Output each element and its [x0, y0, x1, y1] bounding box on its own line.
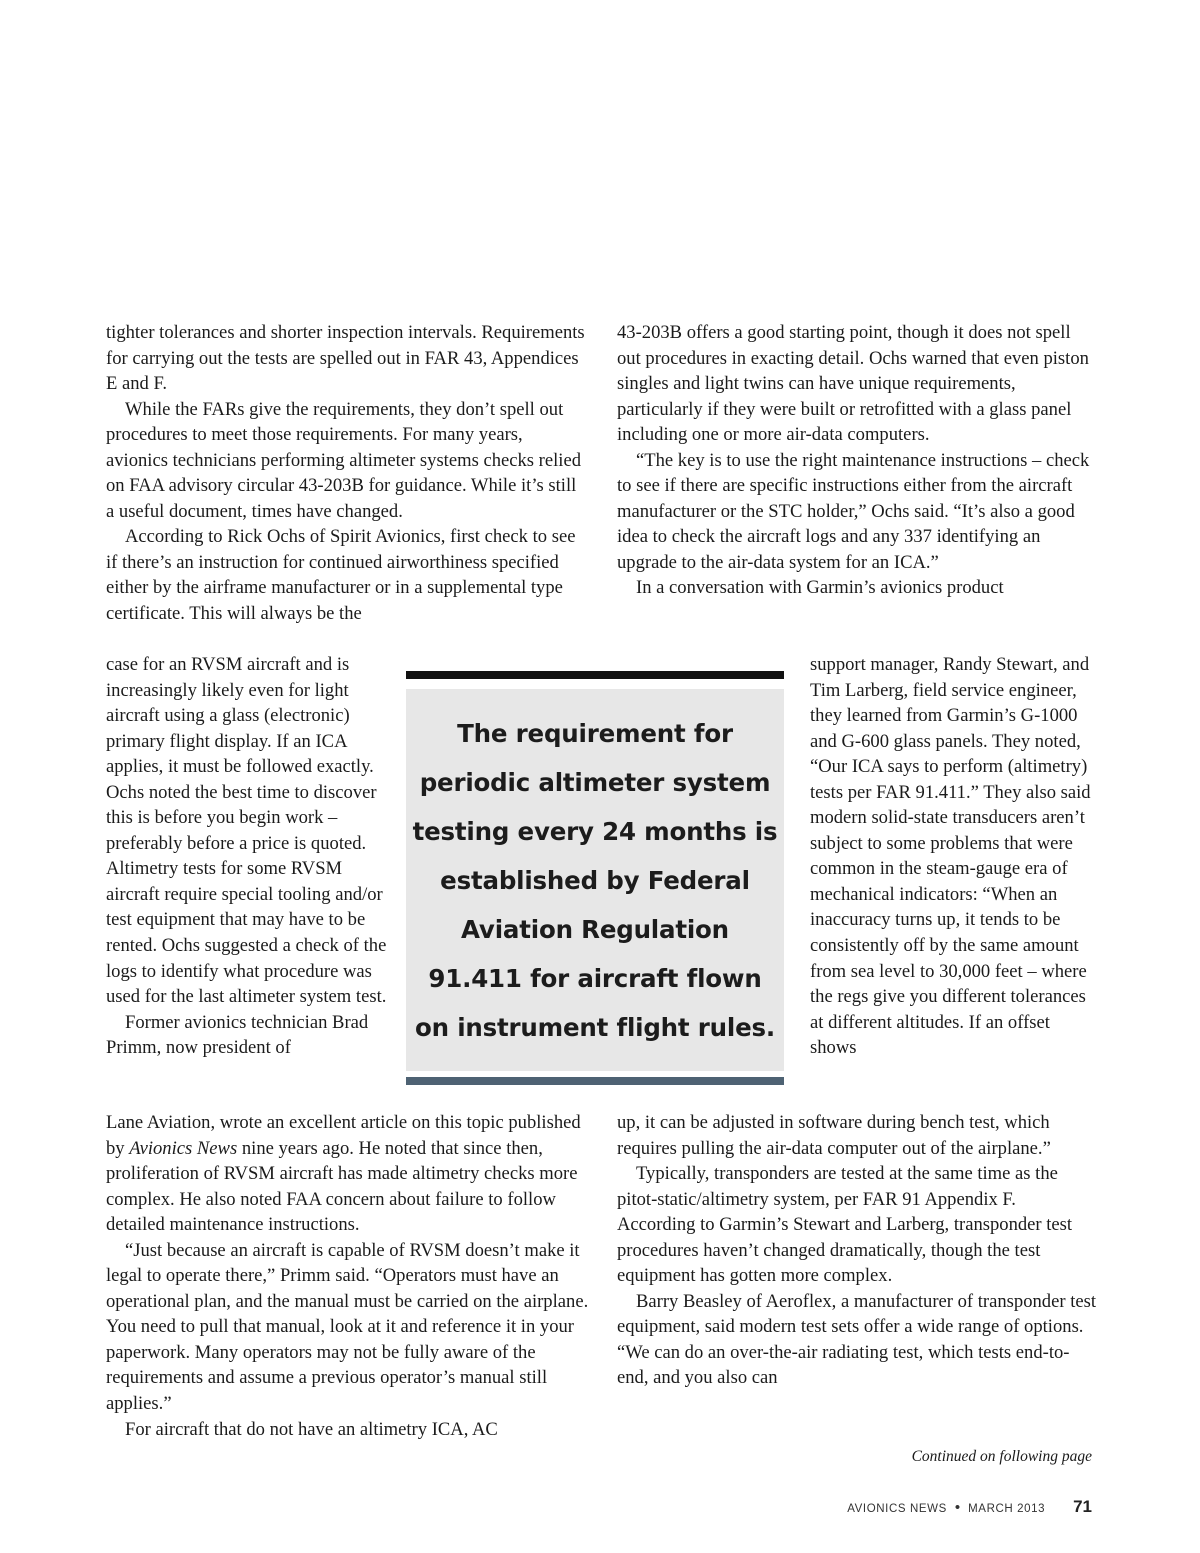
paragraph: For aircraft that do not have an altimetry ICA, AC [125, 1418, 498, 1440]
page-footer [847, 1497, 1092, 1517]
paragraph: “The key is to use the right maintenance instructions – check to see if there are specific instructions either from the aircraft manufacturer or the STC holder,” Ochs said. “It’s also a good idea to check the aircraft logs and any 337 identifying an upgrade to the air-data system for an ICA.” [617, 449, 1090, 573]
footer-publication: AVIONICS NEWS [847, 1503, 947, 1515]
pull-quote-box [406, 689, 784, 1071]
paragraph: tighter tolerances and shorter inspection intervals. Requirements for carrying out the tests are spelled out in FAR 43, Appendices E and F. [106, 322, 585, 395]
footer-separator: • [954, 1499, 961, 1516]
paragraph: support manager, Randy Stewart, and Tim Larberg, field service engineer, they learned from Garmin’s G-1000 and G-600 glass panels. They noted, “Our ICA says to perform (altimetry) tests per FAR 91.411.” They also said modern solid-state transducers aren’t subject to some problems that were common in the steam-gauge era of mechanical indicators: “When an inaccuracy turns up, it tends to be consistently off by the same amount from sea level to 30,000 feet – where the regs give you different tolerances at different altitudes. If an offset shows [810, 654, 1091, 1059]
paragraph: While the FARs give the requirements, they don’t spell out procedures to meet those requirements. For many years, avionics technicians performing altimeter systems checks relied on FAA advisory circular 43-203B for guidance. While it’s still a useful document, times have changed. [106, 398, 582, 522]
paragraph: According to Rick Ochs of Spirit Avionics, first check to see if there’s an instruction for continued airworthiness specified either by the airframe manufacturer or in a supplemental type certificate. This will always be the [106, 526, 576, 625]
paragraph: “Just because an aircraft is capable of RVSM doesn’t make it legal to operate there,” Primm said. “Operators must have an operational plan, and the manual must be carried on the airplane. You need to pull that manual, look at it and reference it in your paperwork. Many operators may not be fully aware of the requirements and assume a previous operator’s manual still applies.” [106, 1239, 589, 1415]
pull-quote-bottom-rule [406, 1077, 784, 1085]
paragraph [106, 1110, 596, 1238]
paragraph: up, it can be adjusted in software during bench test, which requires pulling the air-data computer out of the airplane.” [617, 1112, 1051, 1159]
continued-note: Continued on following page [911, 1448, 1092, 1465]
paragraph: Former avionics technician Brad Primm, now president of [106, 1011, 369, 1059]
pull-quote-text: The requirement for periodic altimeter system testing every 24 months is established by Federal Aviation Regulation 91.411 for aircraft flown on instrument flight rules. [412, 718, 778, 1042]
paragraph-text: Lane Aviation, wrote an excellent article on this topic published by [106, 1112, 581, 1159]
left-column-narrow [106, 652, 396, 1061]
pull-quote [406, 671, 784, 1085]
right-column-bottom [617, 1110, 1097, 1391]
pull-quote-top-rule [406, 671, 784, 679]
paragraph: case for an RVSM aircraft and is increasingly likely even for light aircraft using a glass (electronic) primary flight display. If an ICA applies, it must be followed exactly. Ochs noted the best time to discover this is before you begin work – preferably before a price is quoted. Altimetry tests for some RVSM aircraft require special tooling and/or test equipment that may have to be rented. Ochs suggested a check of the logs to identify what procedure was used for the last altimeter system test. [106, 654, 387, 1008]
paragraph: Barry Beasley of Aeroflex, a manufacturer of transponder test equipment, said modern test sets offer a wide range of options. “We can do an over-the-air radiating test, which tests end-to-end, and you also can [617, 1290, 1097, 1389]
paragraph: Typically, transponders are tested at the same time as the pitot-static/altimetry system, per FAR 91 Appendix F. According to Garmin’s Stewart and Larberg, transponder test procedures haven’t changed dramatically, though the test equipment has gotten more complex. [617, 1163, 1073, 1287]
page-number: 71 [1073, 1497, 1092, 1516]
paragraph: In a conversation with Garmin’s avionics product [636, 577, 1004, 599]
right-column-top [617, 320, 1097, 601]
left-column-top [106, 320, 586, 627]
paragraph-text: nine years ago. He noted that since then, proliferation of RVSM aircraft has made altimetry checks more complex. He also noted FAA concern about failure to follow detailed maintenance instructions. [106, 1137, 578, 1236]
right-column-narrow [810, 652, 1100, 1061]
publication-title: Avionics News [129, 1137, 238, 1159]
footer-issue: MARCH 2013 [968, 1503, 1046, 1515]
left-column-bottom [106, 1110, 596, 1442]
paragraph: 43-203B offers a good starting point, though it does not spell out procedures in exacting detail. Ochs warned that even piston singles and light twins can have unique requirements, particularly if they were built or retrofitted with a glass panel including one or more air-data computers. [617, 322, 1089, 446]
